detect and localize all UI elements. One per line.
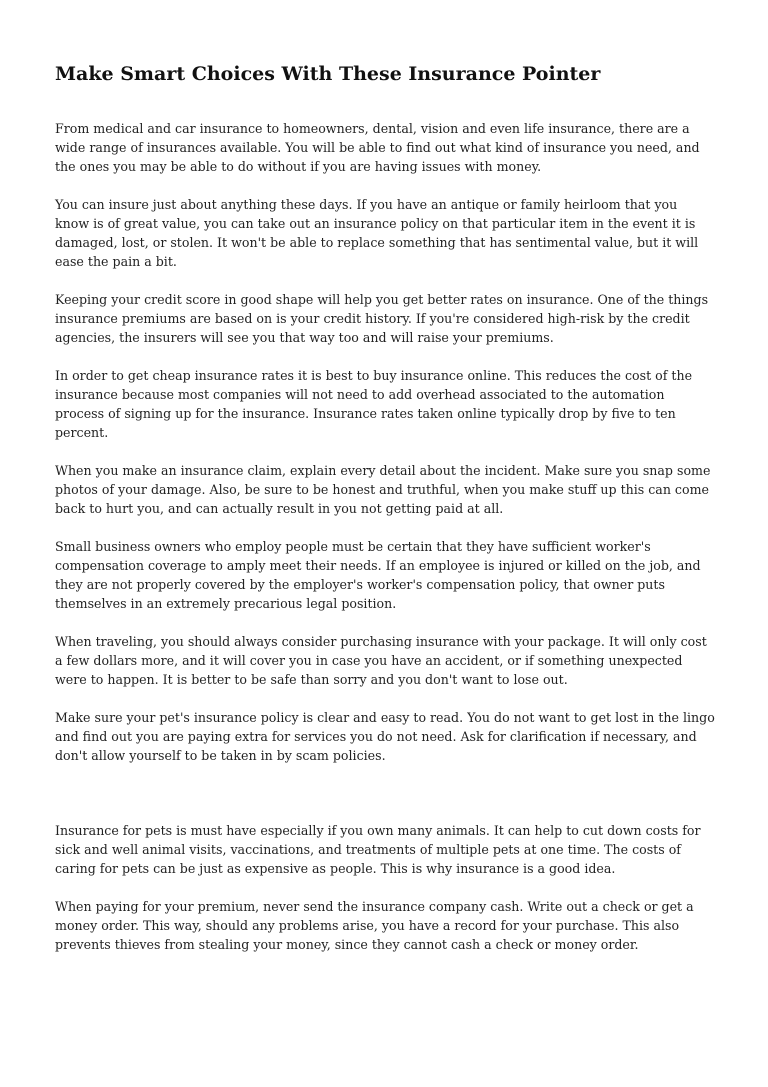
section-spacer	[55, 784, 715, 821]
paragraph-medical-car-insurance: From medical and car insurance to homeowners, dental, vision and even life insurance, there are a wide range of insurances available. You will be able to find out what kind of insurance you need, and the ones you may be able to do without if you are having issues with money.	[55, 121, 700, 174]
document-page	[55, 60, 715, 973]
paragraph-insurance-claim: When you make an insurance claim, explain every detail about the incident. Make sure you snap some photos of your damage. Also, be sure to be honest and truthful, when you make stuff up this can come back to hurt you, and can actually result in you not getting paid at all.	[55, 463, 711, 516]
paragraph-buy-online: In order to get cheap insurance rates it is best to buy insurance online. This reduces the cost of the insurance because most companies will not need to add overhead associated to the automation process of signing up for the insurance. Insurance rates taken online typically drop by five to ten percent.	[55, 368, 693, 440]
page-title: Make Smart Choices With These Insurance Pointer	[55, 63, 601, 85]
paragraph-pet-policy: Make sure your pet's insurance policy is clear and easy to read. You do not want to get lost in the lingo and find out you are paying extra for services you do not need. Ask for clarification if necessary, and don't allow yourself to be taken in by scam policies.	[55, 710, 715, 763]
paragraph-workers-compensation: Small business owners who employ people must be certain that they have sufficient worker's compensation coverage to amply meet their needs. If an employee is injured or killed on the job, and they are not properly covered by the employer's worker's compensation policy, that owner puts themselves in an extremely precarious legal position.	[55, 539, 701, 611]
paragraph-pet-insurance: Insurance for pets is must have especially if you own many animals. It can help to cut down costs for sick and well animal visits, vaccinations, and treatments of multiple pets at one time. The costs of caring for pets can be just as expensive as people. This is why insurance is a good idea.	[55, 823, 701, 876]
paragraph-credit-score: Keeping your credit score in good shape will help you get better rates on insurance. One of the things insurance premiums are based on is your credit history. If you're considered high-risk by the credit agencies, the insurers will see you that way too and will raise your premiums.	[55, 292, 709, 345]
paragraph-travel-insurance: When traveling, you should always consider purchasing insurance with your package. It will only cost a few dollars more, and it will cover you in case you have an accident, or if something unexpected were to happen. It is better to be safe than sorry and you don't want to lose out.	[55, 634, 707, 687]
paragraph-premium-payment: When paying for your premium, never send the insurance company cash. Write out a check or get a money order. This way, should any problems arise, you have a record for your purchase. This also prevents thieves from stealing your money, since they cannot cash a check or money order.	[55, 899, 694, 952]
paragraph-insure-anything: You can insure just about anything these days. If you have an antique or family heirloom that you know is of great value, you can take out an insurance policy on that particular item in the event it is damaged, lost, or stolen. It won't be able to replace something that has sentimental value, but it will ease the pain a bit.	[55, 197, 699, 269]
